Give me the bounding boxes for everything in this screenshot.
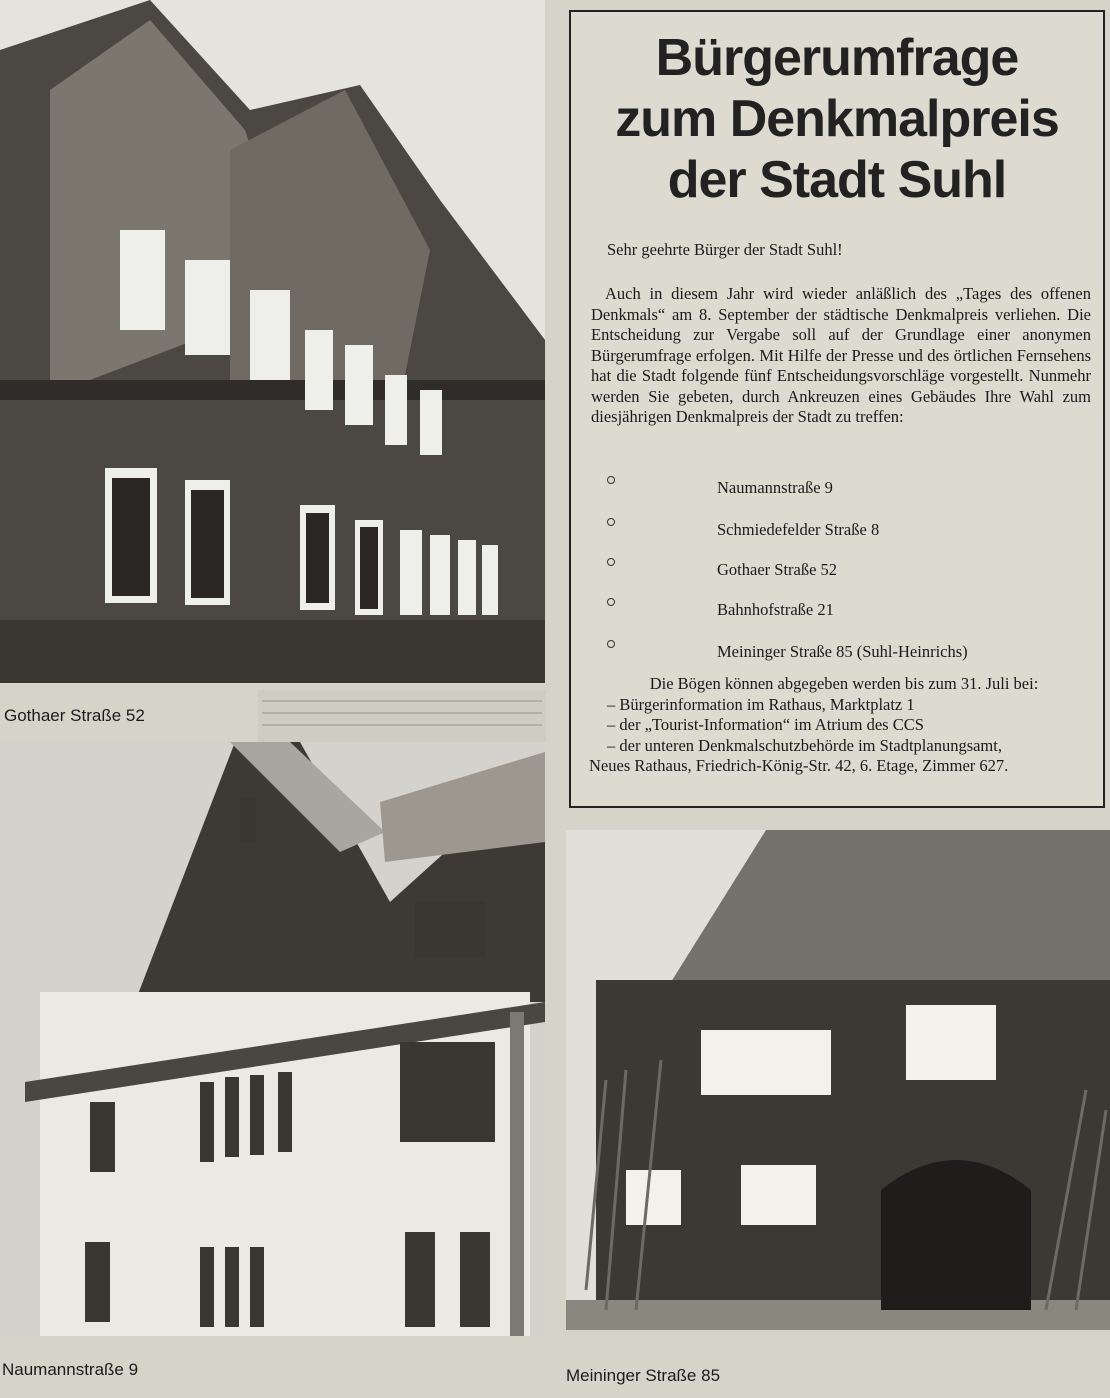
photo-gothaer-strasse (0, 0, 545, 683)
photo-meininger-strasse (566, 830, 1110, 1330)
option-item[interactable] (571, 556, 1103, 578)
photo-caption-naumann: Naumannstraße 9 (2, 1360, 139, 1379)
location-item: – der „Tourist-Information“ im Atrium des CCS (607, 715, 924, 734)
photo-caption-meininger: Meininger Straße 85 (566, 1366, 721, 1385)
option-item[interactable] (571, 474, 1103, 496)
title-line-3: der Stadt Suhl (667, 151, 1007, 209)
salutation: Sehr geehrte Bürger der Stadt Suhl! (607, 240, 843, 259)
deadline-line: Die Bögen können abgegeben werden bis zum 31. Juli bei: (649, 674, 1039, 693)
checkbox-circle-icon[interactable] (607, 640, 615, 648)
title-line-1: Bürgerumfrage (655, 29, 1019, 87)
location-item: – der unteren Denkmalschutzbehörde im Stadtplanungsamt, (607, 735, 1002, 755)
option-label: Bahnhofstraße 21 (717, 600, 834, 619)
checkbox-circle-icon[interactable] (607, 558, 615, 566)
option-item[interactable] (571, 596, 1103, 618)
photo-naumannstrasse (0, 742, 545, 1336)
article-title (571, 28, 1103, 211)
option-item[interactable] (571, 638, 1103, 660)
title-line-2: zum Denkmalpreis (615, 90, 1059, 148)
option-label: Schmiedefelder Straße 8 (717, 520, 880, 539)
background-text-column (258, 690, 546, 742)
address-line: Neues Rathaus, Friedrich-König-Str. 42, 6. Etage, Zimmer 627. (589, 756, 1009, 775)
option-label: Gothaer Straße 52 (717, 560, 838, 579)
submission-info (589, 674, 1099, 777)
checkbox-circle-icon[interactable] (607, 476, 615, 484)
option-item[interactable] (571, 516, 1103, 538)
article-box (569, 10, 1105, 808)
checkbox-circle-icon[interactable] (607, 518, 615, 526)
article-body: Auch in diesem Jahr wird wieder anläßlich des „Tages des offenen Denkmals“ am 8. September der städtische Denkmalpreis verliehen. Die Entscheidung zur Vergabe soll auf der Grundlage einer anonymen Bürgerumfrage erfolgen. Mit Hilfe der Presse und des örtlichen Fernsehens hat die Stadt folgende fünf Entscheidungsvorschläge vorgestellt. Nunmehr werden Sie gebeten, durch Ankreuzen eines Gebäudes Ihre Wahl zum diesjährigen Denkmalpreis der Stadt zu treffen: (591, 284, 1091, 426)
photo-caption-gothaer: Gothaer Straße 52 (4, 706, 145, 725)
location-item: – Bürgerinformation im Rathaus, Marktplatz 1 (607, 694, 915, 714)
option-label: Naumannstraße 9 (717, 478, 833, 497)
checkbox-circle-icon[interactable] (607, 598, 615, 606)
option-label: Meininger Straße 85 (Suhl-Heinrichs) (717, 642, 968, 661)
